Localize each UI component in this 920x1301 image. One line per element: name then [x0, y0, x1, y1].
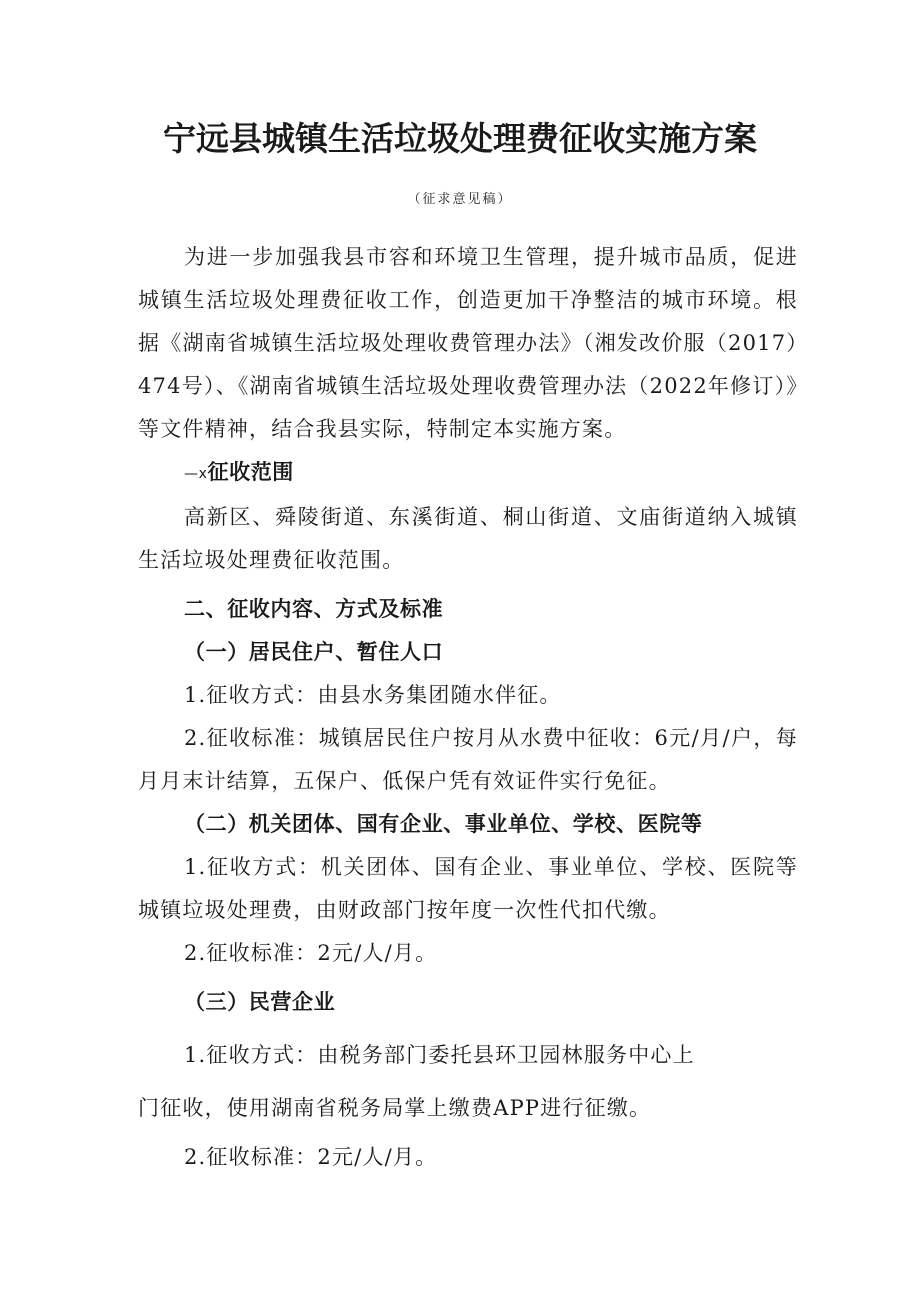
section1-heading: [138, 451, 798, 496]
intro-paragraph: 为进一步加强我县市容和环境卫生管理，提升城市品质，促进城镇生活垃圾处理费征收工作，创造更加干净整洁的城市环境。根据《湖南省城镇生活垃圾处理收费管理办法》（湘发改价服（2017）474号）、《湖南省城镇生活垃圾处理收费管理办法（2022年修订）》等文件精神，结合我县实际，特制定本实施方案。: [138, 245, 798, 441]
sub1-method-paragraph: 1.征收方式：由县水务集团随水伴征。: [184, 683, 562, 707]
document-body: [138, 236, 798, 1179]
sub1-standard-paragraph: 2.征收标准：城镇居民住户按月从水费中征收：6元/月/户，每月月末计结算，五保户、低保户凭有效证件实行免征。: [138, 726, 798, 793]
document-title: 宁远县城镇生活垃圾处理费征收实施方案: [163, 119, 757, 158]
sub3-standard-paragraph: 2.征收标准：2元/人/月。: [184, 1145, 438, 1169]
document-subtitle: （征求意见稿）: [407, 192, 513, 207]
section2-heading: 二、征收内容、方式及标准: [184, 597, 444, 621]
sub3-method-line1: 1.征收方式：由税务部门委托县环卫园林服务中心上: [184, 1043, 695, 1067]
sub2-method-paragraph: 1.征收方式：机关团体、国有企业、事业单位、学校、医院等城镇垃圾处理费，由财政部门按年度一次性代扣代缴。: [138, 855, 798, 922]
section1-prefix: —x: [184, 466, 208, 482]
sub2-standard-paragraph: 2.征收标准：2元/人/月。: [184, 941, 438, 965]
section2-sub3-heading: （三）民营企业: [184, 990, 336, 1014]
section2-sub1-heading: （一）居民住户、暂住人口: [184, 640, 444, 664]
section2-sub2-heading: （二）机关团体、国有企业、事业单位、学校、医院等: [184, 812, 703, 836]
section1-paragraph: 高新区、舜陵街道、东溪街道、桐山街道、文庙街道纳入城镇生活垃圾处理费征收范围。: [138, 505, 798, 572]
sub3-method-line2: 门征收，使用湖南省税务局掌上缴费APP进行征缴。: [138, 1096, 652, 1120]
section1-heading-text: 征收范围: [207, 460, 294, 484]
